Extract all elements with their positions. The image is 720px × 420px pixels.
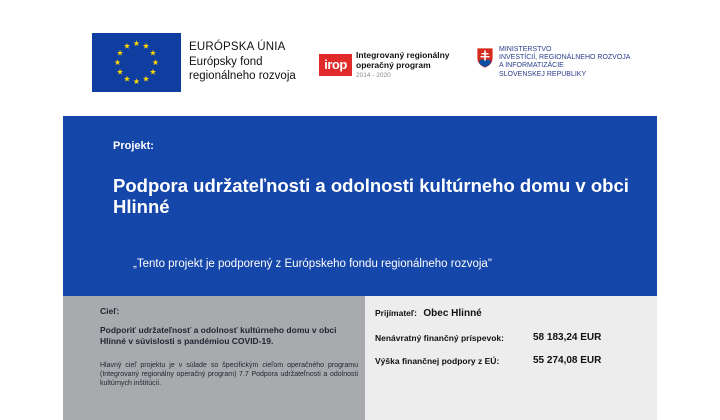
- eu-star-icon: [124, 43, 130, 49]
- eu-line3: regionálneho rozvoja: [189, 70, 296, 82]
- eu-star-icon: [143, 43, 149, 49]
- project-band: [63, 116, 657, 296]
- slovak-coat-of-arms-icon: [476, 47, 494, 69]
- eu-flag-icon: [92, 33, 181, 92]
- eu-star-icon: [117, 50, 123, 56]
- grant-label: Nenávratný finančný príspevok:: [375, 333, 504, 343]
- ministry-line2: INVESTÍCIÍ, REGIONÁLNEHO ROZVOJA: [499, 54, 631, 62]
- ministry-line3: A INFORMATIZÁCIE: [499, 62, 564, 70]
- eu-star-icon: [114, 59, 120, 65]
- eu-star-icon: [143, 76, 149, 82]
- eu-star-icon: [150, 50, 156, 56]
- logo-header: [0, 0, 720, 116]
- goal-panel: [63, 296, 365, 420]
- recipient-value: Obec Hlinné: [423, 308, 482, 319]
- support-statement: „Tento projekt je podporený z Európskeho fondu regionálneho rozvoja": [133, 258, 492, 270]
- recipient-row: [375, 308, 482, 319]
- project-title: Podpora udržateľnosti a odolnosti kultúrneho domu v obci Hlinné: [113, 175, 629, 217]
- goal-detail: Hlavný cieľ projektu je v súlade so špecifickým cieľom operačného programu (Integrovaný regionálny operačný program) 7.7 Podpora udržateľnosti a odolnosti kultúrnych inštitúcií.: [100, 362, 358, 387]
- funding-panel: [365, 296, 657, 420]
- project-label: Projekt:: [113, 140, 154, 152]
- eu-fund-text: [189, 40, 296, 84]
- ministry-line4: SLOVENSKEJ REPUBLIKY: [499, 70, 587, 78]
- ministry-text: [499, 46, 630, 79]
- eu-star-icon: [124, 76, 130, 82]
- eu-star-icon: [150, 69, 156, 75]
- eu-star-icon: [117, 69, 123, 75]
- irop-text: [356, 50, 450, 70]
- recipient-label: Prijímateľ:: [375, 308, 418, 318]
- irop-line1: Integrovaný regionálny: [356, 50, 450, 60]
- ministry-line1: MINISTERSTVO: [499, 46, 552, 53]
- eu-line2: Európsky fond: [189, 55, 263, 68]
- eu-support-row: [375, 355, 602, 366]
- eu-support-label: Výška finančnej podpory z EÚ:: [375, 356, 500, 366]
- irop-line2: operačný program: [356, 60, 431, 70]
- eu-star-icon: [152, 59, 158, 65]
- grant-row: [375, 332, 602, 343]
- eu-support-value: 55 274,08 EUR: [533, 355, 602, 366]
- goal-label: Cieľ:: [100, 306, 120, 316]
- grant-value: 58 183,24 EUR: [533, 332, 602, 343]
- irop-logo: irop: [319, 54, 352, 76]
- eu-line1: EURÓPSKA ÚNIA: [189, 41, 286, 53]
- eu-star-icon: [133, 78, 139, 84]
- irop-years: 2014 - 2020: [356, 72, 391, 79]
- eu-star-icon: [133, 40, 139, 46]
- goal-main: Podporiť udržateľnosť a odolnosť kultúrneho domu v obci Hlinné v súvislosti s pandémiou COVID-19.: [100, 325, 337, 346]
